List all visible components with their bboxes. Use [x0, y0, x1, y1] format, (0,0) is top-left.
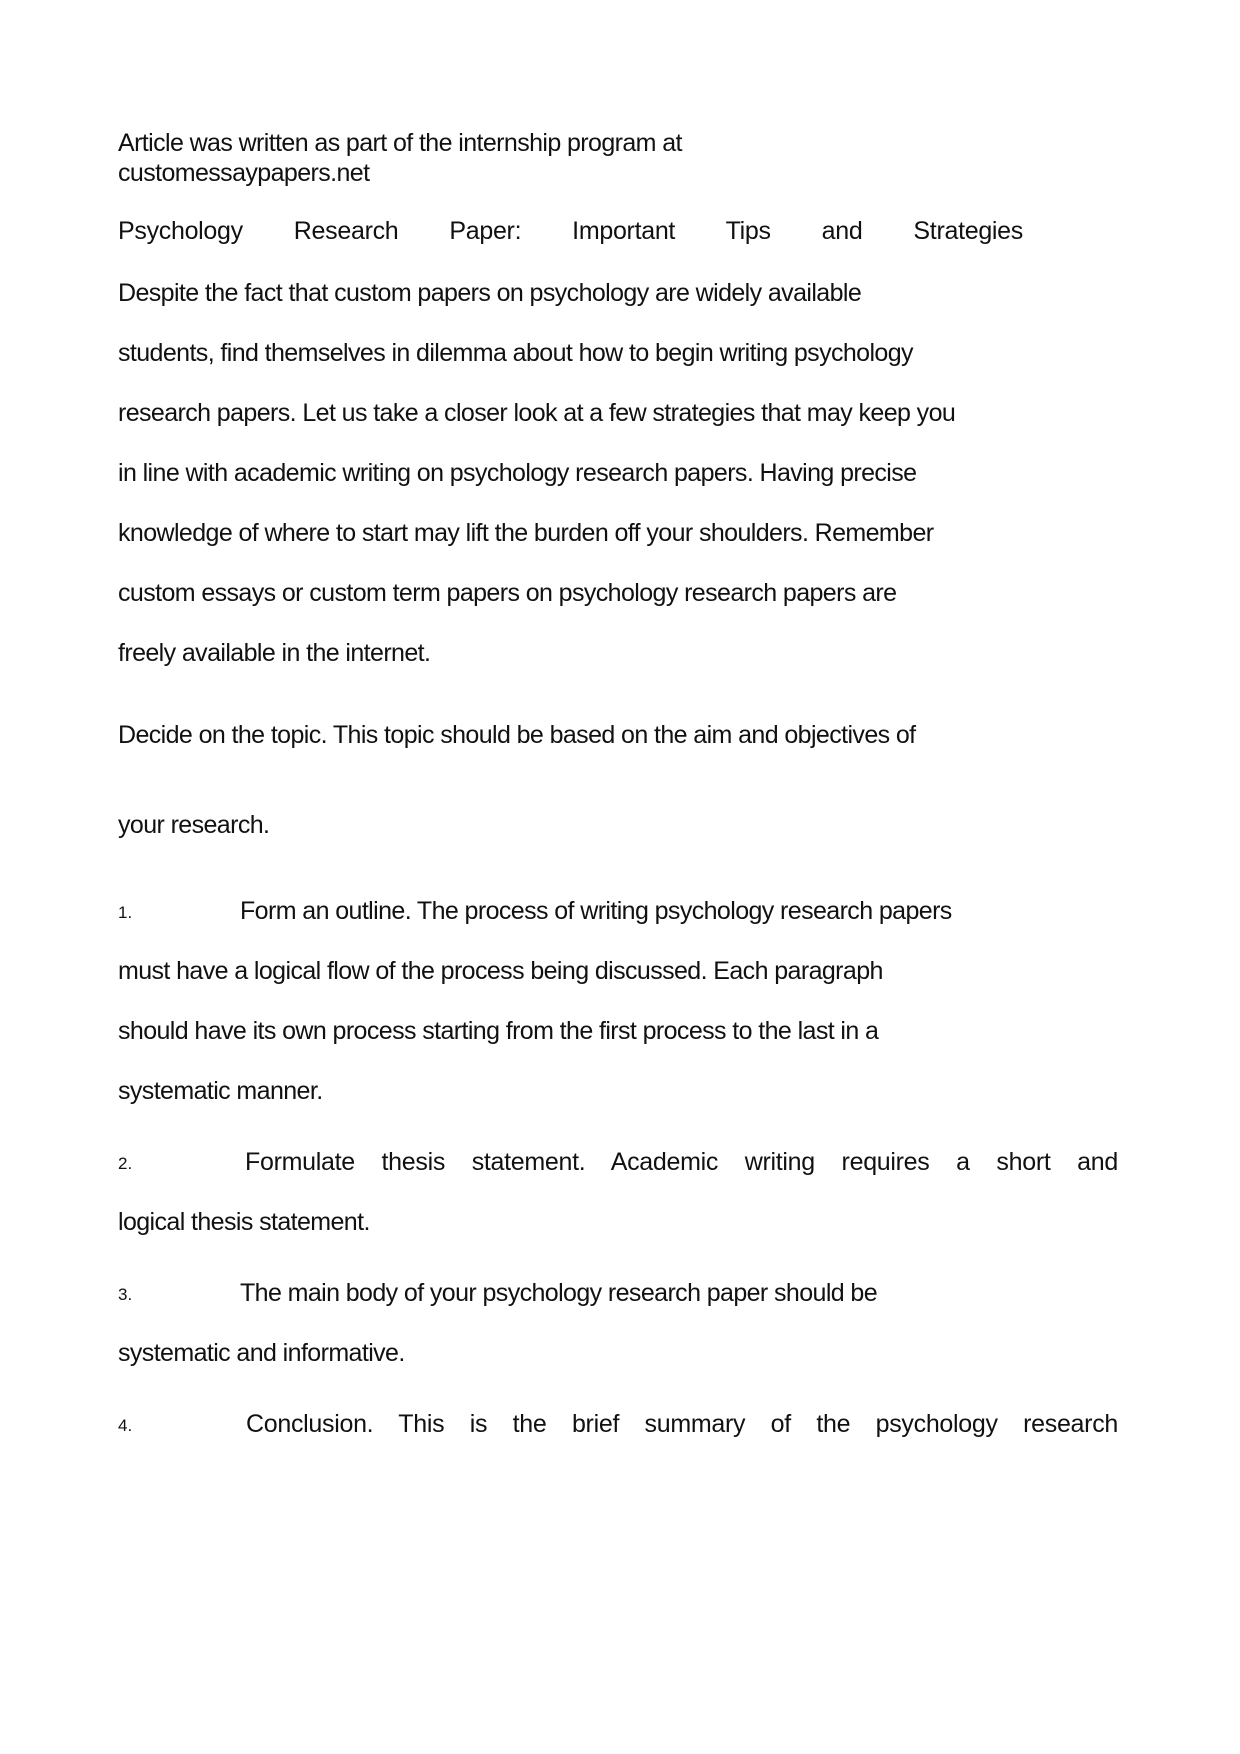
- list-item-first-line: Form an outline. The process of writing psychology research papers: [240, 897, 952, 925]
- intro-line: research papers. Let us take a closer look at a few strategies that may keep you: [118, 399, 956, 427]
- list-number: 4.: [118, 1416, 133, 1435]
- intro-line: freely available in the internet.: [118, 639, 431, 667]
- list-number: 2.: [118, 1154, 133, 1173]
- document-title: Psychology Research Paper: Important Tips and Strategies: [118, 217, 1023, 245]
- list-item-continuation: logical thesis statement.: [118, 1208, 370, 1236]
- topic-line: Decide on the topic. This topic should be based on the aim and objectives of: [118, 721, 916, 749]
- intro-line: students, find themselves in dilemma about how to begin writing psychology: [118, 339, 913, 367]
- list-item-continuation: must have a logical flow of the process being discussed. Each paragraph: [118, 957, 883, 985]
- internship-note-line-1: Article was written as part of the internship program at: [118, 129, 682, 157]
- list-item-continuation: systematic and informative.: [118, 1339, 405, 1367]
- internship-note-line-2: customessaypapers.net: [118, 159, 370, 187]
- list-number: 1.: [118, 903, 133, 922]
- topic-line: your research.: [118, 811, 270, 839]
- intro-line: knowledge of where to start may lift the burden off your shoulders. Remember: [118, 519, 934, 547]
- list-item-first-line: Conclusion. This is the brief summary of the psychology research: [246, 1410, 1118, 1438]
- list-item-continuation: should have its own process starting from the first process to the last in a: [118, 1017, 879, 1045]
- list-item-continuation: systematic manner.: [118, 1077, 323, 1105]
- list-number: 3.: [118, 1285, 133, 1304]
- list-item-first-line: Formulate thesis statement. Academic writing requires a short and: [245, 1148, 1118, 1176]
- list-item-first-line: The main body of your psychology research paper should be: [240, 1279, 878, 1307]
- intro-line: custom essays or custom term papers on psychology research papers are: [118, 579, 897, 607]
- intro-line: Despite the fact that custom papers on psychology are widely available: [118, 279, 862, 307]
- intro-line: in line with academic writing on psychology research papers. Having precise: [118, 459, 917, 487]
